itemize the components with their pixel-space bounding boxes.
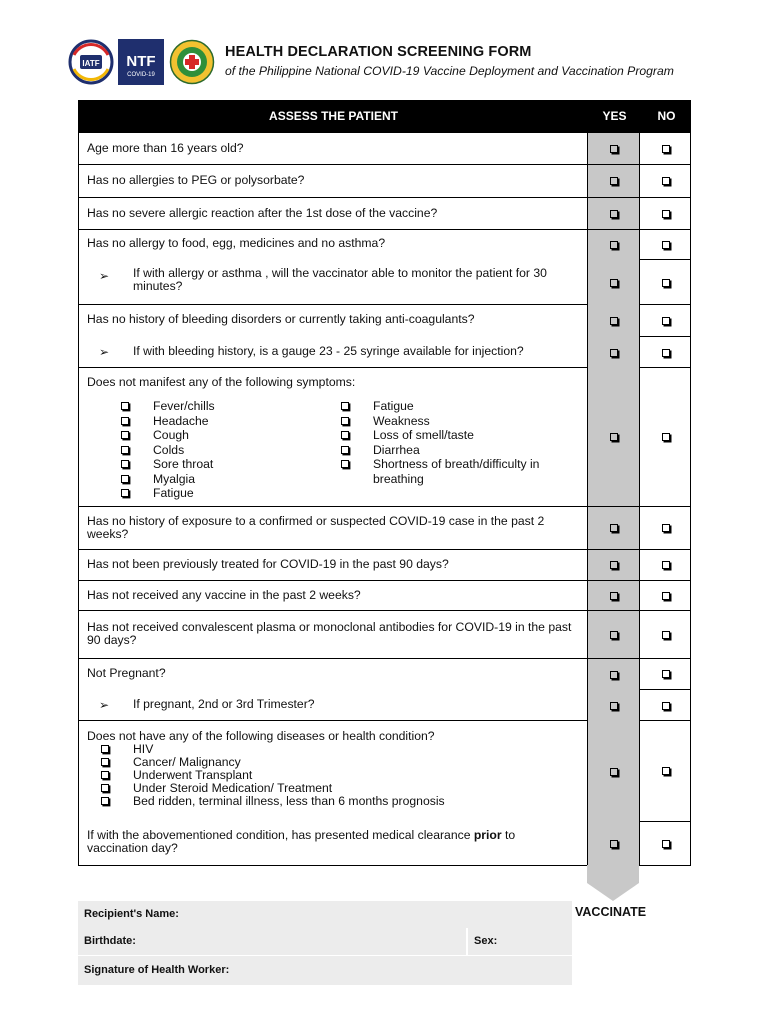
question-text: If with bleeding history, is a gauge 23 - 25 syringe available for injection? xyxy=(133,344,524,358)
signature-field[interactable]: Signature of Health Worker: xyxy=(78,956,572,985)
question-row-severe-reaction xyxy=(78,198,691,230)
yes-checkbox[interactable] xyxy=(610,768,618,776)
yes-checkbox[interactable] xyxy=(610,561,618,569)
list-item[interactable]: Fatigue xyxy=(339,399,569,414)
list-item[interactable]: Cancer/ Malignancy xyxy=(99,756,445,769)
form-header xyxy=(68,38,708,86)
checkbox-icon[interactable] xyxy=(101,745,109,753)
question-row-age xyxy=(78,133,691,165)
checkbox-icon[interactable] xyxy=(101,771,109,779)
no-checkbox[interactable] xyxy=(662,241,670,249)
question-row-plasma xyxy=(78,611,691,659)
checkbox-icon[interactable] xyxy=(121,402,129,410)
checkbox-icon[interactable] xyxy=(121,475,129,483)
doh-seal-icon xyxy=(169,39,215,85)
question-group-pregnancy xyxy=(78,659,691,721)
no-checkbox[interactable] xyxy=(662,670,670,678)
no-checkbox[interactable] xyxy=(662,524,670,532)
question-text: If pregnant, 2nd or 3rd Trimester? xyxy=(133,697,315,711)
yes-checkbox[interactable] xyxy=(610,145,618,153)
diseases-list xyxy=(99,743,445,808)
checkbox-icon[interactable] xyxy=(101,797,109,805)
arrow-bullet-icon: ➢ xyxy=(99,698,110,712)
no-checkbox[interactable] xyxy=(662,349,670,357)
checkbox-icon[interactable] xyxy=(121,489,129,497)
no-checkbox[interactable] xyxy=(662,702,670,710)
question-text: Has not received convalescent plasma or monoclonal antibodies for COVID-19 in the past 90 days? xyxy=(87,620,572,647)
question-text: Has not received any vaccine in the past 2 weeks? xyxy=(87,588,361,602)
question-row-peg xyxy=(78,165,691,198)
no-checkbox[interactable] xyxy=(662,631,670,639)
no-checkbox[interactable] xyxy=(662,433,670,441)
assess-header: ASSESS THE PATIENT xyxy=(269,109,398,123)
question-row-treated xyxy=(78,550,691,581)
yes-checkbox[interactable] xyxy=(610,631,618,639)
down-arrow-icon xyxy=(587,865,639,901)
checkbox-icon[interactable] xyxy=(341,431,349,439)
question-text: Has no severe allergic reaction after the 1st dose of the vaccine? xyxy=(87,206,438,220)
checkbox-icon[interactable] xyxy=(341,460,349,468)
screening-table xyxy=(78,100,691,866)
question-text: Age more than 16 years old? xyxy=(87,141,244,155)
checkbox-icon[interactable] xyxy=(341,402,349,410)
sex-field[interactable]: Sex: xyxy=(468,928,572,955)
arrow-bullet-icon: ➢ xyxy=(99,345,110,359)
checkbox-icon[interactable] xyxy=(341,417,349,425)
birthdate-field[interactable]: Birthdate: xyxy=(78,928,466,955)
question-row-symptoms xyxy=(78,368,691,507)
checkbox-icon[interactable] xyxy=(341,446,349,454)
vaccinate-label: VACCINATE xyxy=(575,905,647,919)
arrow-bullet-icon: ➢ xyxy=(99,269,110,283)
svg-text:IATF: IATF xyxy=(82,59,100,68)
list-item[interactable]: Loss of smell/taste xyxy=(339,428,569,443)
no-checkbox[interactable] xyxy=(662,177,670,185)
form-subtitle: of the Philippine National COVID-19 Vaccine Deployment and Vaccination Program xyxy=(225,64,674,78)
question-text: Has not been previously treated for COVID-19 in the past 90 days? xyxy=(87,557,449,571)
list-item[interactable]: Headache xyxy=(119,414,215,429)
list-item[interactable]: Underwent Transplant xyxy=(99,769,445,782)
svg-text:NTF: NTF xyxy=(126,53,156,70)
table-header-row xyxy=(78,100,691,133)
list-item[interactable]: Fatigue xyxy=(119,486,215,501)
no-checkbox[interactable] xyxy=(662,767,670,775)
no-checkbox[interactable] xyxy=(662,210,670,218)
yes-checkbox[interactable] xyxy=(610,241,618,249)
checkbox-icon[interactable] xyxy=(121,446,129,454)
list-item[interactable]: Fever/chills xyxy=(119,399,215,414)
question-group-allergy xyxy=(78,230,691,305)
list-item[interactable]: Colds xyxy=(119,443,215,458)
no-checkbox[interactable] xyxy=(662,145,670,153)
question-text: Does not have any of the following diseases or health condition? xyxy=(87,729,435,743)
no-checkbox[interactable] xyxy=(662,279,670,287)
list-item[interactable]: Shortness of breath/difficulty in breathing xyxy=(339,457,569,486)
list-item[interactable]: Diarrhea xyxy=(339,443,569,458)
no-header: NO xyxy=(657,109,676,123)
no-checkbox[interactable] xyxy=(662,317,670,325)
recipient-name-field[interactable]: Recipient's Name: xyxy=(78,901,572,928)
list-item[interactable]: HIV xyxy=(99,743,445,756)
yes-checkbox[interactable] xyxy=(610,433,618,441)
question-text: Has no allergy to food, egg, medicines and no asthma? xyxy=(87,236,386,250)
checkbox-icon[interactable] xyxy=(121,417,129,425)
list-item[interactable]: Under Steroid Medication/ Treatment xyxy=(99,782,445,795)
question-text: Does not manifest any of the following symptoms: xyxy=(87,375,356,389)
iatf-logo-icon xyxy=(68,39,114,85)
question-group-bleeding xyxy=(78,305,691,368)
yes-checkbox[interactable] xyxy=(610,210,618,218)
yes-checkbox[interactable] xyxy=(610,524,618,532)
yes-checkbox[interactable] xyxy=(610,840,618,848)
list-item[interactable]: Cough xyxy=(119,428,215,443)
list-item[interactable]: Bed ridden, terminal illness, less than 6 months prognosis xyxy=(99,795,445,808)
list-item[interactable]: Myalgia xyxy=(119,472,215,487)
no-checkbox[interactable] xyxy=(662,561,670,569)
question-text-clearance: If with the abovementioned condition, has presented medical clearance prior to vaccination day? xyxy=(87,828,516,855)
checkbox-icon[interactable] xyxy=(101,758,109,766)
question-text: Has no history of exposure to a confirmed or suspected COVID-19 case in the past 2 weeks? xyxy=(87,514,545,541)
list-item[interactable]: Weakness xyxy=(339,414,569,429)
yes-checkbox[interactable] xyxy=(610,702,618,710)
yes-checkbox[interactable] xyxy=(610,671,618,679)
yes-header: YES xyxy=(602,109,627,123)
question-text: Not Pregnant? xyxy=(87,666,166,680)
ntf-covid19-logo-icon xyxy=(118,39,164,85)
yes-checkbox[interactable] xyxy=(610,592,618,600)
yes-checkbox[interactable] xyxy=(610,177,618,185)
list-item[interactable]: Sore throat xyxy=(119,457,215,472)
question-text: Has no history of bleeding disorders or currently taking anti-coagulants? xyxy=(87,312,475,326)
symptoms-list-left xyxy=(119,399,215,501)
svg-text:COVID-19: COVID-19 xyxy=(127,72,155,78)
no-checkbox[interactable] xyxy=(662,840,670,848)
checkbox-icon[interactable] xyxy=(101,784,109,792)
no-checkbox[interactable] xyxy=(662,592,670,600)
symptoms-list-right xyxy=(339,399,569,486)
yes-checkbox[interactable] xyxy=(610,279,618,287)
question-text: If with allergy or asthma , will the vaccinator able to monitor the patient for 30 minutes? xyxy=(133,266,547,293)
form-title: HEALTH DECLARATION SCREENING FORM xyxy=(225,44,532,60)
question-group-diseases xyxy=(78,721,691,866)
yes-checkbox[interactable] xyxy=(610,317,618,325)
checkbox-icon[interactable] xyxy=(121,431,129,439)
yes-checkbox[interactable] xyxy=(610,349,618,357)
checkbox-icon[interactable] xyxy=(121,460,129,468)
question-text: Has no allergies to PEG or polysorbate? xyxy=(87,173,305,187)
question-row-vaccine xyxy=(78,581,691,611)
question-row-exposure xyxy=(78,507,691,550)
